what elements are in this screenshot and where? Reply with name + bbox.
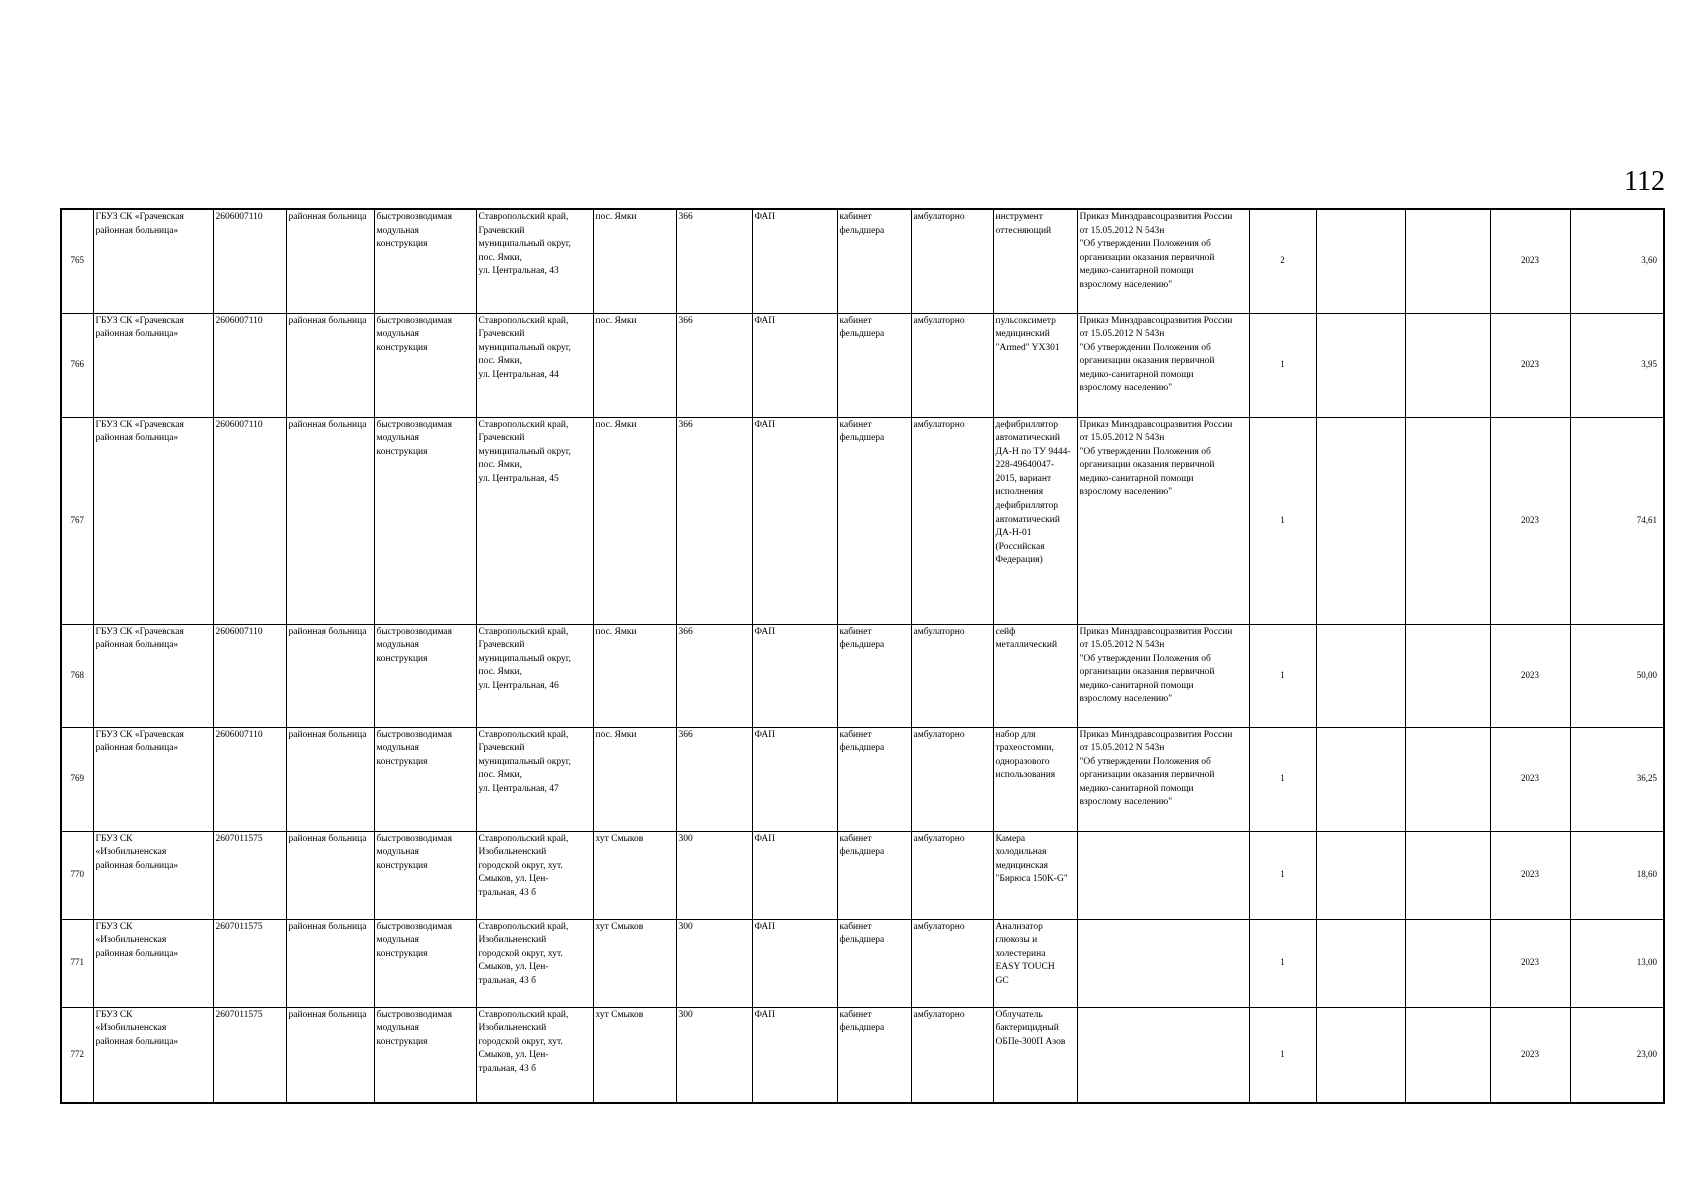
cell-empty-cell <box>1405 919 1490 1007</box>
cell-row-number <box>61 919 93 1007</box>
care-mode-text: амбулаторно <box>913 626 965 637</box>
inn-code-text: 2606007110 <box>215 626 263 637</box>
cell-locality <box>593 919 676 1007</box>
building-type-text: быстровозводимая модульная конструкция <box>376 833 452 871</box>
population-text: 366 <box>678 419 693 430</box>
cell-quantity <box>1249 919 1316 1007</box>
cell-population <box>676 727 752 831</box>
cell-organization-name <box>93 313 213 417</box>
cell-unit-type <box>752 919 837 1007</box>
cell-quantity <box>1249 1007 1316 1103</box>
cell-year <box>1490 624 1570 727</box>
cell-equipment-name <box>993 209 1077 313</box>
cell-address <box>476 624 593 727</box>
cell-inn-code <box>213 417 286 624</box>
cell-care-mode <box>911 919 993 1007</box>
organization-name-text: ГБУЗ СК «Грачевская районная больница» <box>95 626 184 651</box>
cell-address <box>476 1007 593 1103</box>
inn-code-text: 2607011575 <box>215 1009 263 1020</box>
cell-building-type <box>374 831 476 919</box>
cell-regulation-order <box>1077 831 1249 919</box>
cell-facility-type <box>286 624 374 727</box>
year-text: 2023 <box>1521 869 1539 880</box>
locality-text: пос. Ямки <box>595 315 637 326</box>
care-mode-text: амбулаторно <box>913 833 965 844</box>
building-type-text: быстровозводимая модульная конструкция <box>376 729 452 767</box>
cell-equipment-name <box>993 831 1077 919</box>
cell-regulation-order <box>1077 727 1249 831</box>
inn-code-text: 2607011575 <box>215 833 263 844</box>
cell-organization-name <box>93 919 213 1007</box>
table-row <box>61 831 1664 919</box>
cell-population <box>676 831 752 919</box>
address-text: Ставропольский край, Грачевский муниципальный округ, пос. Ямки, ул. Центральная, 45 <box>478 419 571 484</box>
organization-name-text: ГБУЗ СК «Изобильненская районная больница» <box>95 921 179 959</box>
amount-text: 74,61 <box>1636 514 1657 525</box>
cell-quantity <box>1249 313 1316 417</box>
facility-type-text: районная больница <box>288 212 367 222</box>
inn-code-text: 2606007110 <box>215 419 263 430</box>
cell-empty-cell <box>1405 313 1490 417</box>
cell-empty-cell <box>1405 209 1490 313</box>
regulation-order-text: Приказ Минздравсоцразвития России от 15.05.2012 N 543н "Об утверждении Положения об организации оказания первичной медико-санитарной помощи взрослому населению" <box>1079 212 1233 290</box>
cell-inn-code <box>213 919 286 1007</box>
cell-empty-cell <box>1316 209 1405 313</box>
cell-organization-name <box>93 831 213 919</box>
cell-unit-type <box>752 313 837 417</box>
cell-locality <box>593 313 676 417</box>
cell-amount <box>1570 919 1664 1007</box>
organization-name-text: ГБУЗ СК «Изобильненская районная больница» <box>95 1009 179 1047</box>
cell-regulation-order <box>1077 209 1249 313</box>
room-text: кабинет фельдшера <box>839 315 885 340</box>
locality-text: хут Смыков <box>595 921 644 932</box>
unit-type-text: ФАП <box>754 419 776 430</box>
cell-locality <box>593 1007 676 1103</box>
equipment-name-text: Облучатель бактерицидный ОБПе-300П Азов <box>995 1009 1066 1047</box>
cell-equipment-name <box>993 919 1077 1007</box>
quantity-text: 1 <box>1280 1048 1285 1059</box>
cell-inn-code <box>213 624 286 727</box>
cell-building-type <box>374 919 476 1007</box>
equipment-name-text: Камера холодильная медицинская "Бирюса 150K-G" <box>995 833 1068 885</box>
cell-building-type <box>374 727 476 831</box>
cell-amount <box>1570 831 1664 919</box>
organization-name-text: ГБУЗ СК «Изобильненская районная больница» <box>95 833 179 871</box>
building-type-text: быстровозводимая модульная конструкция <box>376 315 452 353</box>
care-mode-text: амбулаторно <box>913 419 965 430</box>
cell-facility-type <box>286 919 374 1007</box>
row-number-text: 765 <box>70 255 84 266</box>
cell-unit-type <box>752 831 837 919</box>
cell-quantity <box>1249 624 1316 727</box>
cell-inn-code <box>213 209 286 313</box>
cell-population <box>676 313 752 417</box>
quantity-text: 1 <box>1280 773 1285 784</box>
cell-unit-type <box>752 727 837 831</box>
cell-facility-type <box>286 313 374 417</box>
inn-code-text: 2606007110 <box>215 729 263 740</box>
cell-quantity <box>1249 831 1316 919</box>
cell-room <box>837 313 911 417</box>
care-mode-text: амбулаторно <box>913 212 965 222</box>
cell-regulation-order <box>1077 919 1249 1007</box>
cell-quantity <box>1249 727 1316 831</box>
cell-empty-cell <box>1316 919 1405 1007</box>
room-text: кабинет фельдшера <box>839 921 885 946</box>
cell-year <box>1490 919 1570 1007</box>
cell-amount <box>1570 417 1664 624</box>
registry-table <box>60 208 1665 1104</box>
organization-name-text: ГБУЗ СК «Грачевская районная больница» <box>95 419 184 444</box>
quantity-text: 1 <box>1280 869 1285 880</box>
amount-text: 23,00 <box>1636 1048 1657 1059</box>
cell-inn-code <box>213 313 286 417</box>
address-text: Ставропольский край, Грачевский муниципальный округ, пос. Ямки, ул. Центральная, 43 <box>478 212 571 277</box>
row-number-text: 769 <box>70 773 84 784</box>
care-mode-text: амбулаторно <box>913 315 965 326</box>
row-number-text: 766 <box>70 359 84 370</box>
room-text: кабинет фельдшера <box>839 626 885 651</box>
cell-equipment-name <box>993 624 1077 727</box>
cell-row-number <box>61 727 93 831</box>
cell-facility-type <box>286 831 374 919</box>
equipment-name-text: дефибриллятор автоматический ДА-Н по ТУ 9444- 228-49640047- 2015, вариант исполнения дефибриллятор автоматический ДА-Н-01 (Российская Федерация) <box>995 419 1071 566</box>
cell-care-mode <box>911 313 993 417</box>
cell-equipment-name <box>993 727 1077 831</box>
table-row <box>61 417 1664 624</box>
cell-year <box>1490 1007 1570 1103</box>
address-text: Ставропольский край, Изобильненский городской округ, хут. Смыков, ул. Цен- тральная, 43 б <box>478 1009 569 1074</box>
cell-empty-cell <box>1405 624 1490 727</box>
cell-room <box>837 831 911 919</box>
cell-address <box>476 313 593 417</box>
cell-locality <box>593 624 676 727</box>
equipment-name-text: Анализатор глюкозы и холестерина EASY TOUCH GC <box>995 921 1055 986</box>
address-text: Ставропольский край, Грачевский муниципальный округ, пос. Ямки, ул. Центральная, 47 <box>478 729 571 794</box>
population-text: 366 <box>678 212 693 222</box>
cell-empty-cell <box>1316 417 1405 624</box>
unit-type-text: ФАП <box>754 626 776 637</box>
year-text: 2023 <box>1521 255 1539 266</box>
cell-locality <box>593 209 676 313</box>
table-row <box>61 313 1664 417</box>
cell-regulation-order <box>1077 624 1249 727</box>
cell-amount <box>1570 727 1664 831</box>
cell-care-mode <box>911 831 993 919</box>
facility-type-text: районная больница <box>288 419 367 430</box>
building-type-text: быстровозводимая модульная конструкция <box>376 626 452 664</box>
cell-row-number <box>61 209 93 313</box>
building-type-text: быстровозводимая модульная конструкция <box>376 419 452 457</box>
population-text: 366 <box>678 626 693 637</box>
cell-building-type <box>374 417 476 624</box>
cell-locality <box>593 831 676 919</box>
building-type-text: быстровозводимая модульная конструкция <box>376 212 452 250</box>
cell-population <box>676 209 752 313</box>
quantity-text: 1 <box>1280 669 1285 680</box>
year-text: 2023 <box>1521 359 1539 370</box>
cell-address <box>476 417 593 624</box>
cell-empty-cell <box>1405 417 1490 624</box>
cell-quantity <box>1249 417 1316 624</box>
cell-inn-code <box>213 1007 286 1103</box>
organization-name-text: ГБУЗ СК «Грачевская районная больница» <box>95 212 184 236</box>
cell-inn-code <box>213 727 286 831</box>
regulation-order-text: Приказ Минздравсоцразвития России от 15.05.2012 N 543н "Об утверждении Положения об организации оказания первичной медико-санитарной помощи взрослому населению" <box>1079 729 1233 808</box>
row-number-text: 770 <box>70 869 84 880</box>
cell-unit-type <box>752 417 837 624</box>
locality-text: хут Смыков <box>595 1009 644 1020</box>
cell-room <box>837 209 911 313</box>
year-text: 2023 <box>1521 773 1539 784</box>
population-text: 300 <box>678 921 693 932</box>
care-mode-text: амбулаторно <box>913 1009 965 1020</box>
amount-text: 18,60 <box>1636 869 1657 880</box>
cell-row-number <box>61 1007 93 1103</box>
cell-inn-code <box>213 831 286 919</box>
year-text: 2023 <box>1521 1048 1539 1059</box>
population-text: 366 <box>678 729 693 740</box>
cell-empty-cell <box>1405 1007 1490 1103</box>
cell-organization-name <box>93 1007 213 1103</box>
facility-type-text: районная больница <box>288 921 367 932</box>
amount-text: 3,95 <box>1641 359 1657 370</box>
quantity-text: 2 <box>1280 255 1285 266</box>
cell-care-mode <box>911 1007 993 1103</box>
cell-empty-cell <box>1316 727 1405 831</box>
table-row <box>61 1007 1664 1103</box>
cell-organization-name <box>93 624 213 727</box>
cell-row-number <box>61 624 93 727</box>
unit-type-text: ФАП <box>754 921 776 932</box>
table-row <box>61 919 1664 1007</box>
address-text: Ставропольский край, Грачевский муниципальный округ, пос. Ямки, ул. Центральная, 44 <box>478 315 571 380</box>
cell-row-number <box>61 313 93 417</box>
room-text: кабинет фельдшера <box>839 729 885 754</box>
facility-type-text: районная больница <box>288 729 367 740</box>
care-mode-text: амбулаторно <box>913 921 965 932</box>
facility-type-text: районная больница <box>288 1009 367 1020</box>
cell-room <box>837 919 911 1007</box>
cell-address <box>476 919 593 1007</box>
organization-name-text: ГБУЗ СК «Грачевская районная больница» <box>95 315 184 340</box>
room-text: кабинет фельдшера <box>839 419 885 444</box>
facility-type-text: районная больница <box>288 315 367 326</box>
cell-regulation-order <box>1077 1007 1249 1103</box>
equipment-name-text: набор для трахеостомии, одноразового использования <box>995 729 1056 781</box>
table-row <box>61 209 1664 313</box>
population-text: 300 <box>678 833 693 844</box>
regulation-order-text: Приказ Минздравсоцразвития России от 15.05.2012 N 543н "Об утверждении Положения об организации оказания первичной медико-санитарной помощи взрослому населению" <box>1079 626 1233 705</box>
quantity-text: 1 <box>1280 359 1285 370</box>
cell-empty-cell <box>1405 831 1490 919</box>
row-number-text: 771 <box>70 957 84 968</box>
cell-locality <box>593 727 676 831</box>
cell-amount <box>1570 1007 1664 1103</box>
inn-code-text: 2607011575 <box>215 921 263 932</box>
cell-care-mode <box>911 727 993 831</box>
regulation-order-text: Приказ Минздравсоцразвития России от 15.05.2012 N 543н "Об утверждении Положения об организации оказания первичной медико-санитарной помощи взрослому населению" <box>1079 315 1233 394</box>
equipment-name-text: инструмент оттесняющий <box>995 212 1052 236</box>
locality-text: пос. Ямки <box>595 419 637 430</box>
inn-code-text: 2606007110 <box>215 315 263 326</box>
cell-building-type <box>374 313 476 417</box>
amount-text: 50,00 <box>1636 669 1657 680</box>
cell-equipment-name <box>993 417 1077 624</box>
cell-regulation-order <box>1077 313 1249 417</box>
row-number-text: 767 <box>70 514 84 525</box>
building-type-text: быстровозводимая модульная конструкция <box>376 921 452 959</box>
cell-empty-cell <box>1316 624 1405 727</box>
cell-facility-type <box>286 727 374 831</box>
cell-population <box>676 919 752 1007</box>
unit-type-text: ФАП <box>754 212 776 222</box>
address-text: Ставропольский край, Изобильненский городской округ, хут. Смыков, ул. Цен- тральная, 43 б <box>478 921 569 986</box>
cell-building-type <box>374 1007 476 1103</box>
cell-room <box>837 624 911 727</box>
unit-type-text: ФАП <box>754 315 776 326</box>
cell-amount <box>1570 209 1664 313</box>
cell-unit-type <box>752 209 837 313</box>
cell-facility-type <box>286 209 374 313</box>
row-number-text: 768 <box>70 669 84 680</box>
quantity-text: 1 <box>1280 514 1285 525</box>
unit-type-text: ФАП <box>754 1009 776 1020</box>
cell-regulation-order <box>1077 417 1249 624</box>
amount-text: 36,25 <box>1636 773 1657 784</box>
care-mode-text: амбулаторно <box>913 729 965 740</box>
cell-room <box>837 1007 911 1103</box>
cell-empty-cell <box>1316 313 1405 417</box>
equipment-name-text: пульсоксиметр медицинский "Armed" YX301 <box>995 315 1060 353</box>
cell-year <box>1490 313 1570 417</box>
room-text: кабинет фельдшера <box>839 212 885 236</box>
quantity-text: 1 <box>1280 957 1285 968</box>
address-text: Ставропольский край, Изобильненский городской округ, хут. Смыков, ул. Цен- тральная, 43 б <box>478 833 569 898</box>
locality-text: пос. Ямки <box>595 729 637 740</box>
cell-empty-cell <box>1316 1007 1405 1103</box>
year-text: 2023 <box>1521 669 1539 680</box>
cell-room <box>837 417 911 624</box>
cell-unit-type <box>752 1007 837 1103</box>
cell-amount <box>1570 313 1664 417</box>
cell-equipment-name <box>993 1007 1077 1103</box>
cell-quantity <box>1249 209 1316 313</box>
row-number-text: 772 <box>70 1048 84 1059</box>
cell-organization-name <box>93 727 213 831</box>
table-row <box>61 624 1664 727</box>
population-text: 366 <box>678 315 693 326</box>
cell-organization-name <box>93 209 213 313</box>
cell-population <box>676 624 752 727</box>
cell-year <box>1490 209 1570 313</box>
facility-type-text: районная больница <box>288 833 367 844</box>
regulation-order-text: Приказ Минздравсоцразвития России от 15.05.2012 N 543н "Об утверждении Положения об организации оказания первичной медико-санитарной помощи взрослому населению" <box>1079 419 1233 498</box>
cell-amount <box>1570 624 1664 727</box>
unit-type-text: ФАП <box>754 833 776 844</box>
cell-row-number <box>61 831 93 919</box>
year-text: 2023 <box>1521 957 1539 968</box>
locality-text: хут Смыков <box>595 833 644 844</box>
cell-population <box>676 1007 752 1103</box>
cell-care-mode <box>911 417 993 624</box>
cell-row-number <box>61 417 93 624</box>
population-text: 300 <box>678 1009 693 1020</box>
cell-empty-cell <box>1405 727 1490 831</box>
building-type-text: быстровозводимая модульная конструкция <box>376 1009 452 1047</box>
cell-building-type <box>374 209 476 313</box>
cell-empty-cell <box>1316 831 1405 919</box>
cell-room <box>837 727 911 831</box>
cell-care-mode <box>911 209 993 313</box>
cell-year <box>1490 831 1570 919</box>
inn-code-text: 2606007110 <box>215 212 263 222</box>
room-text: кабинет фельдшера <box>839 833 885 858</box>
page-number: 112 <box>1624 166 1665 197</box>
cell-facility-type <box>286 1007 374 1103</box>
cell-building-type <box>374 624 476 727</box>
room-text: кабинет фельдшера <box>839 1009 885 1034</box>
year-text: 2023 <box>1521 514 1539 525</box>
amount-text: 13,00 <box>1636 957 1657 968</box>
cell-unit-type <box>752 624 837 727</box>
equipment-name-text: сейф металлический <box>995 626 1058 651</box>
cell-year <box>1490 417 1570 624</box>
cell-year <box>1490 727 1570 831</box>
cell-equipment-name <box>993 313 1077 417</box>
unit-type-text: ФАП <box>754 729 776 740</box>
organization-name-text: ГБУЗ СК «Грачевская районная больница» <box>95 729 184 754</box>
cell-address <box>476 209 593 313</box>
cell-care-mode <box>911 624 993 727</box>
table-row <box>61 727 1664 831</box>
locality-text: пос. Ямки <box>595 626 637 637</box>
cell-organization-name <box>93 417 213 624</box>
cell-address <box>476 831 593 919</box>
cell-population <box>676 417 752 624</box>
cell-locality <box>593 417 676 624</box>
cell-facility-type <box>286 417 374 624</box>
locality-text: пос. Ямки <box>595 212 637 222</box>
address-text: Ставропольский край, Грачевский муниципальный округ, пос. Ямки, ул. Центральная, 46 <box>478 626 571 691</box>
amount-text: 3,60 <box>1641 255 1657 266</box>
facility-type-text: районная больница <box>288 626 367 637</box>
cell-address <box>476 727 593 831</box>
